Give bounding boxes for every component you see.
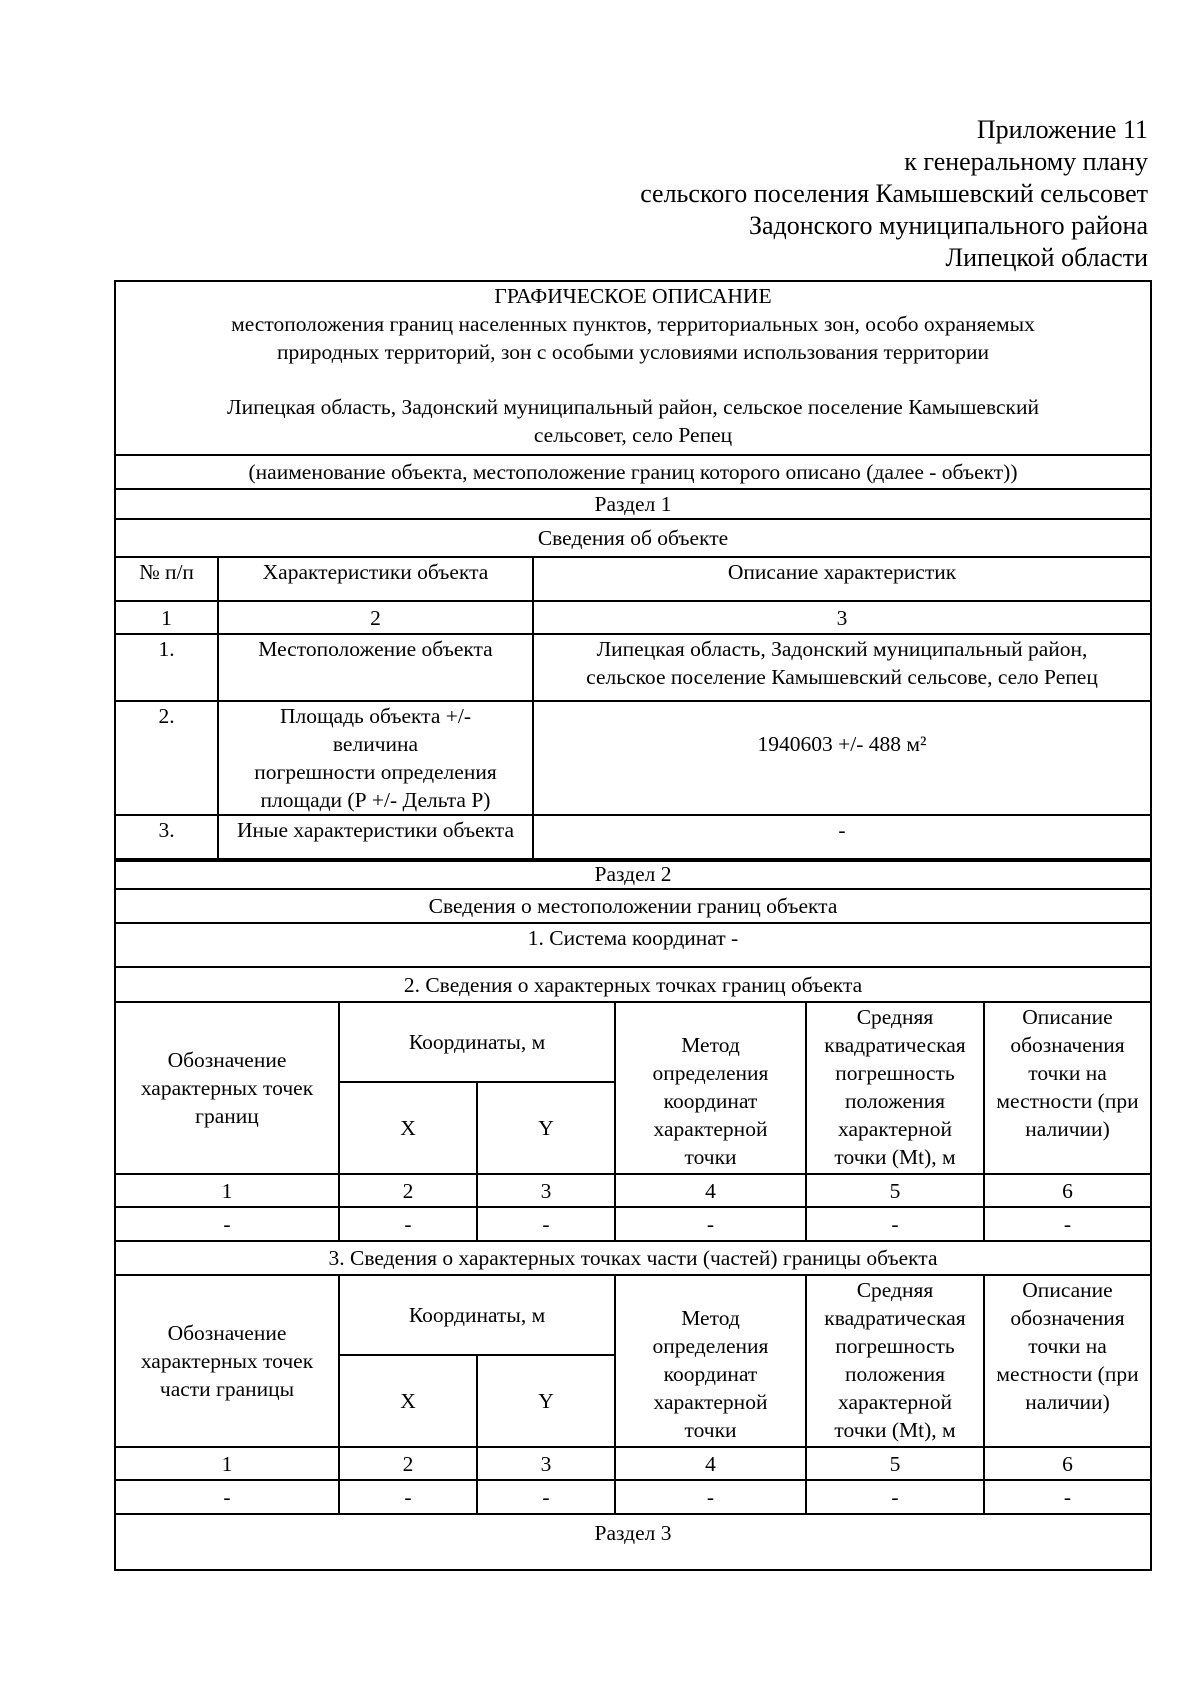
points-cell-2: - <box>339 1207 477 1241</box>
parts-col-error: Средняя квадратическая погрешность положения характерной точки (Mt), м <box>806 1275 984 1447</box>
parts-col-description: Описание обозначения точки на местности (при наличии) <box>984 1275 1151 1447</box>
row3-value: - <box>533 815 1151 861</box>
points-col-designation: Обозначение характерных точек границ <box>115 1002 339 1174</box>
parts-col-coordinates: Координаты, м <box>339 1275 615 1355</box>
coordinate-system: 1. Система координат - <box>115 923 1151 967</box>
appendix-line-1: Приложение 11 <box>976 115 1148 144</box>
points-col-description: Описание обозначения точки на местности (при наличии) <box>984 1002 1151 1174</box>
appendix-line-3: сельского поселения Камышевский сельсовет <box>640 179 1148 208</box>
appendix-header <box>640 114 1148 274</box>
row1-value: Липецкая область, Задонский муниципальный район, сельское поселение Камышевский сельсове, село Репец <box>533 634 1151 701</box>
description-table-top <box>114 280 1152 862</box>
parts-colnum-3: 3 <box>477 1447 615 1480</box>
points-cell-4: - <box>615 1207 806 1241</box>
document-subtitle: местоположения границ населенных пунктов, территориальных зон, особо охраняемых природных территорий, зон с особыми условиями использования территории <box>231 312 1035 364</box>
parts-col-method: Метод определения координат характерной точки <box>615 1275 806 1447</box>
title-cell <box>115 281 1151 455</box>
col-number-3: 3 <box>533 601 1151 634</box>
header-number: № п/п <box>115 557 218 601</box>
header-description: Описание характеристик <box>533 557 1151 601</box>
parts-col-y: Y <box>477 1355 615 1447</box>
row3-number: 3. <box>115 815 218 861</box>
appendix-line-2: к генеральному плану <box>904 147 1148 176</box>
appendix-line-5: Липецкой области <box>945 243 1148 272</box>
section1-subtitle: Сведения об объекте <box>115 519 1151 557</box>
section1-title: Раздел 1 <box>115 489 1151 519</box>
section2-title: Раздел 2 <box>115 859 1151 889</box>
document-heading: ГРАФИЧЕСКОЕ ОПИСАНИЕ <box>494 284 772 308</box>
parts-col-x: X <box>339 1355 477 1447</box>
points-cell-5: - <box>806 1207 984 1241</box>
parts-cell-4: - <box>615 1480 806 1514</box>
points-col-x: X <box>339 1082 477 1174</box>
points-col-error: Средняя квадратическая погрешность положения характерной точки (Mt), м <box>806 1002 984 1174</box>
section3-title: Раздел 3 <box>115 1514 1151 1570</box>
parts-col-designation: Обозначение характерных точек части границы <box>115 1275 339 1447</box>
section2-subtitle: Сведения о местоположении границ объекта <box>115 889 1151 923</box>
points-colnum-6: 6 <box>984 1174 1151 1207</box>
parts-title: 3. Сведения о характерных точках части (частей) границы объекта <box>115 1241 1151 1275</box>
parts-colnum-1: 1 <box>115 1447 339 1480</box>
row1-name: Местоположение объекта <box>218 634 533 701</box>
points-colnum-2: 2 <box>339 1174 477 1207</box>
points-colnum-1: 1 <box>115 1174 339 1207</box>
col-number-1: 1 <box>115 601 218 634</box>
appendix-line-4: Задонского муниципального района <box>748 211 1148 240</box>
row1-number: 1. <box>115 634 218 701</box>
points-colnum-3: 3 <box>477 1174 615 1207</box>
col-number-2: 2 <box>218 601 533 634</box>
parts-colnum-5: 5 <box>806 1447 984 1480</box>
description-table-bottom <box>114 858 1152 1571</box>
points-col-coordinates: Координаты, м <box>339 1002 615 1082</box>
points-colnum-5: 5 <box>806 1174 984 1207</box>
row2-number: 2. <box>115 701 218 815</box>
parts-cell-3: - <box>477 1480 615 1514</box>
points-cell-3: - <box>477 1207 615 1241</box>
points-title: 2. Сведения о характерных точках границ объекта <box>115 967 1151 1002</box>
points-col-method: Метод определения координат характерной точки <box>615 1002 806 1174</box>
header-characteristics: Характеристики объекта <box>218 557 533 601</box>
points-cell-6: - <box>984 1207 1151 1241</box>
points-cell-1: - <box>115 1207 339 1241</box>
object-caption: (наименование объекта, местоположение границ которого описано (далее - объект)) <box>115 455 1151 489</box>
row2-value-text: 1940603 +/- 488 м² <box>757 732 927 756</box>
parts-colnum-2: 2 <box>339 1447 477 1480</box>
parts-cell-1: - <box>115 1480 339 1514</box>
object-location: Липецкая область, Задонский муниципальный район, сельское поселение Камышевский сельсовет, село Репец <box>227 395 1039 447</box>
points-col-y: Y <box>477 1082 615 1174</box>
parts-cell-6: - <box>984 1480 1151 1514</box>
parts-colnum-6: 6 <box>984 1447 1151 1480</box>
parts-cell-5: - <box>806 1480 984 1514</box>
row2-value <box>533 701 1151 815</box>
points-colnum-4: 4 <box>615 1174 806 1207</box>
row3-name: Иные характеристики объекта <box>218 815 533 861</box>
row2-name: Площадь объекта +/- величина погрешности определения площади (Р +/- Дельта Р) <box>218 701 533 815</box>
parts-colnum-4: 4 <box>615 1447 806 1480</box>
parts-cell-2: - <box>339 1480 477 1514</box>
